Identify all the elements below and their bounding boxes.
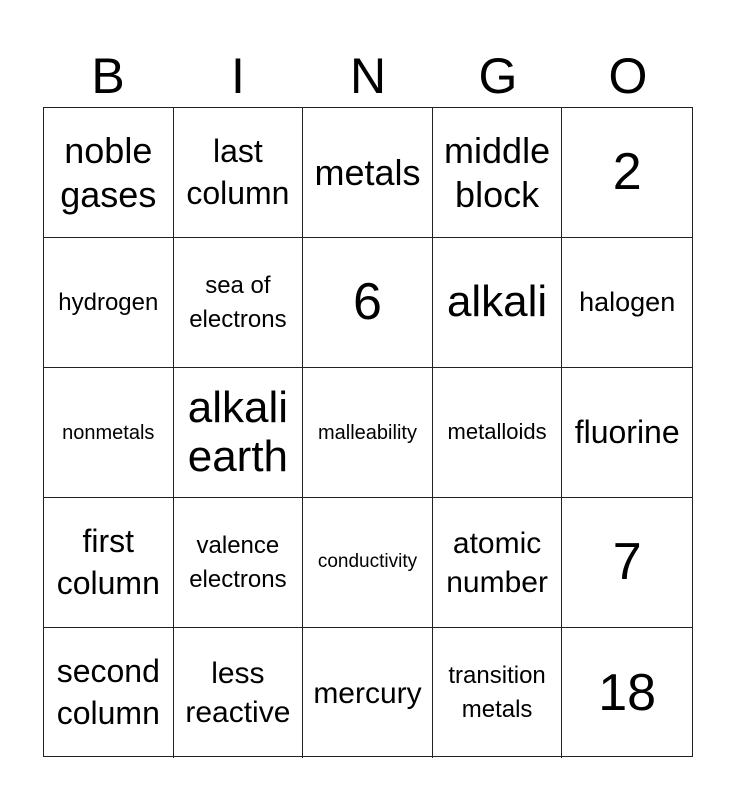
bingo-cell[interactable] — [174, 238, 304, 368]
cell-text: transition metals — [448, 662, 546, 723]
cell-text: 7 — [612, 533, 642, 592]
bingo-cell[interactable] — [433, 238, 563, 368]
bingo-cell[interactable] — [433, 628, 563, 758]
bingo-cell[interactable] — [44, 238, 174, 368]
cell-text: malleability — [318, 421, 417, 444]
bingo-cell[interactable] — [562, 368, 692, 498]
header-letter-n: N — [349, 47, 387, 104]
cell-text: last column — [186, 132, 290, 211]
cell-text: hydrogen — [58, 288, 159, 316]
bingo-cell[interactable] — [44, 108, 174, 238]
bingo-cell[interactable] — [303, 498, 433, 628]
cell-text: atomic number — [446, 526, 548, 599]
bingo-cell[interactable] — [174, 108, 304, 238]
cell-text: first column — [56, 522, 160, 601]
cell-text: 6 — [353, 273, 382, 332]
bingo-cell[interactable] — [44, 368, 174, 498]
bingo-cell[interactable] — [433, 368, 563, 498]
bingo-board — [43, 107, 693, 757]
bingo-cell[interactable] — [433, 498, 563, 628]
board-row-1 — [44, 108, 692, 238]
header-letter-o: O — [608, 47, 648, 104]
cell-text: alkali earth — [187, 383, 289, 481]
bingo-cell[interactable] — [303, 628, 433, 758]
bingo-cell[interactable] — [433, 108, 563, 238]
cell-text: middle block — [444, 130, 551, 215]
board-row-3 — [44, 368, 692, 498]
board-row-5 — [44, 628, 692, 758]
bingo-cell[interactable] — [174, 628, 304, 758]
bingo-cell[interactable] — [303, 238, 433, 368]
cell-text: noble gases — [60, 130, 157, 215]
header-letter-g: G — [478, 47, 518, 104]
cell-text: metals — [314, 151, 421, 193]
header-letter-i: I — [231, 47, 245, 104]
bingo-cell[interactable] — [303, 368, 433, 498]
bingo-cell[interactable] — [562, 238, 692, 368]
board-row-2 — [44, 238, 692, 368]
cell-text: sea of electrons — [189, 271, 287, 333]
cell-text: conductivity — [317, 551, 418, 573]
cell-text: second column — [56, 653, 160, 731]
bingo-cell[interactable] — [44, 498, 174, 628]
bingo-cell[interactable] — [303, 108, 433, 238]
board-row-4 — [44, 498, 692, 628]
cell-text: valence electrons — [189, 531, 287, 593]
bingo-cell[interactable] — [562, 498, 692, 628]
cell-text: less reactive — [185, 657, 291, 729]
bingo-cell[interactable] — [174, 368, 304, 498]
header-letter-b: B — [91, 47, 125, 104]
bingo-header — [43, 48, 693, 103]
cell-text: alkali — [446, 277, 548, 327]
cell-text: metalloids — [447, 419, 547, 445]
cell-text: nonmetals — [62, 421, 155, 444]
cell-text: mercury — [313, 676, 422, 710]
cell-text: fluorine — [574, 413, 680, 450]
bingo-cell[interactable] — [174, 498, 304, 628]
cell-text: 18 — [598, 663, 657, 722]
bingo-cell[interactable] — [44, 628, 174, 758]
bingo-cell[interactable] — [562, 628, 692, 758]
cell-text: halogen — [579, 286, 676, 317]
bingo-cell[interactable] — [562, 108, 692, 238]
cell-text: 2 — [612, 143, 642, 202]
